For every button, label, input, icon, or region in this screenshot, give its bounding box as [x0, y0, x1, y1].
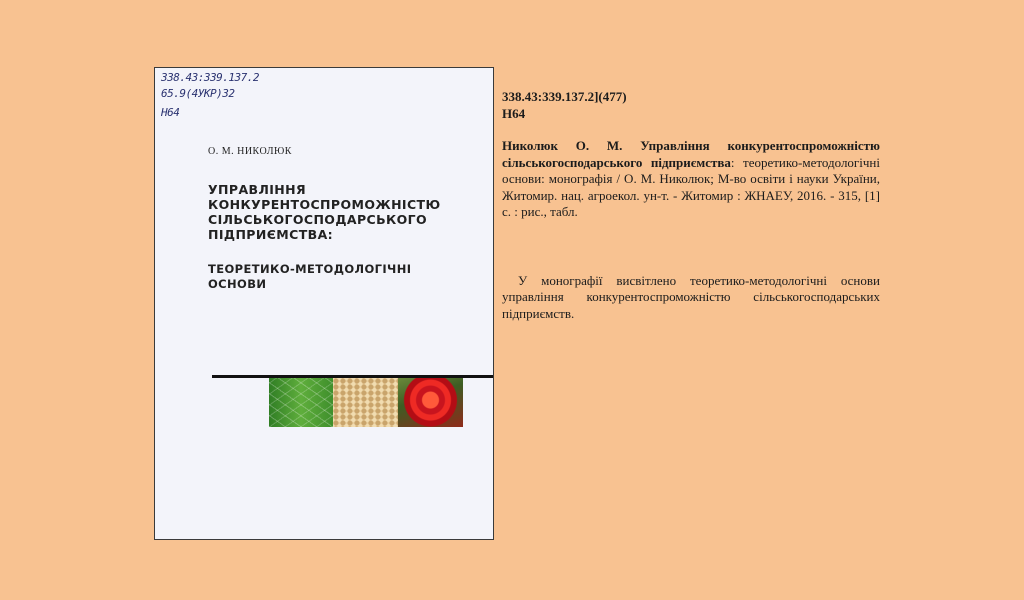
grain-photo: [333, 378, 398, 427]
rose-photo: [398, 378, 463, 427]
cover-author: О. М. НИКОЛЮК: [208, 146, 292, 157]
cover-subtitle: ТЕОРЕТИКО-МЕТОДОЛОГІЧНІ ОСНОВИ: [208, 262, 412, 291]
cover-title: УПРАВЛІННЯ КОНКУРЕНТОСПРОМОЖНІСТЮ СІЛЬСЬКОГОСПОДАРСЬКОГО ПІДПРИЄМСТВА:: [208, 182, 441, 242]
handwritten-bbk: 65.9(4УКР)32: [161, 87, 235, 100]
leaf-photo: [269, 378, 333, 427]
book-cover: [154, 67, 494, 540]
bib-details: : теоретико-методологічні основи: монографія / О. М. Николюк; М-во освіти і науки України, Житомир. нац. агроекол. ун-т. - Житомир : ЖНАЕУ, 2016. - 315, [1] с. : рис., табл.: [502, 154, 880, 219]
udc-code: 338.43:339.137.2](477): [502, 89, 627, 104]
bib-heading: Николюк О. М. Управління конкурентоспроможністю сільськогосподарського підприємства: [502, 138, 880, 170]
bibliographic-description: [502, 138, 880, 221]
catalog-record: [502, 89, 880, 322]
handwritten-sign: Н64: [161, 106, 180, 119]
handwritten-udc: 338.43:339.137.2: [161, 71, 259, 84]
author-sign: Н64: [502, 105, 526, 121]
abstract: У монографії висвітлено теоретико-методологічні основи управління конкурентоспроможністю сільськогосподарських підприємств.: [502, 272, 880, 321]
